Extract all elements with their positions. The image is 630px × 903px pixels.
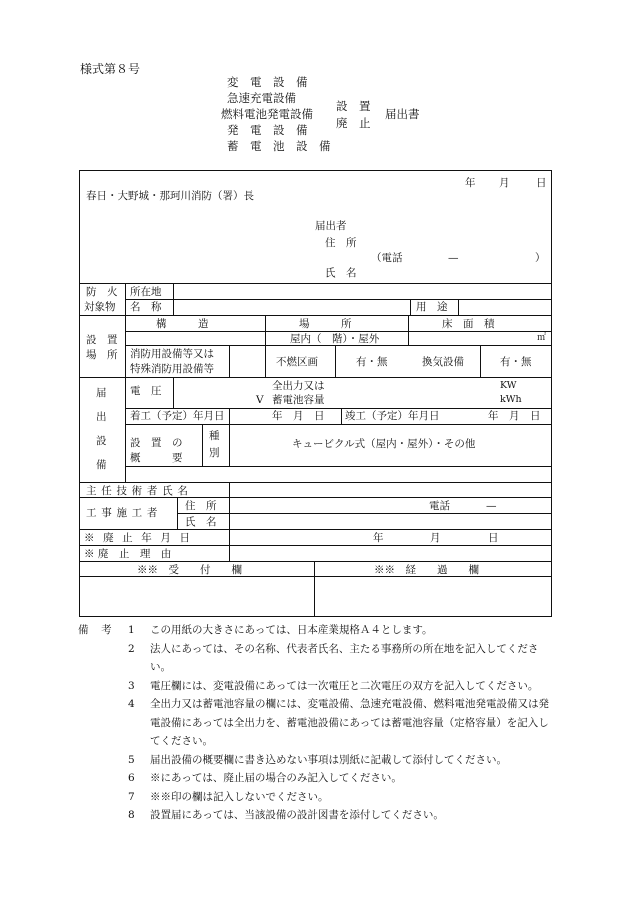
note-number: 4 (128, 698, 135, 710)
note-text: 全出力又は蓄電池容量の欄には、変電設備、急速充電設備、燃料電池発電設備又は発電設備にあっては全出力を、蓄電池設備にあっては蓄電池容量（定格容量）を記入してください。 (150, 698, 549, 747)
abolish-date-label: ※ 廃 止 年 月 日 (84, 532, 193, 544)
notifier-phone-label: （電話 (371, 252, 403, 264)
title-action-install: 設 置 (336, 99, 371, 113)
equip-start-date: 年 月 日 (272, 410, 325, 422)
abolish-month: 月 (430, 532, 441, 544)
notes-heading: 備考 (78, 624, 125, 636)
target-label-2: 対象物 (84, 301, 116, 313)
note-number: 5 (128, 753, 135, 766)
site-indoor: 屋内（ 階）・屋外 (290, 333, 380, 345)
title-item-charger: 急速充電設備 (227, 91, 296, 105)
note-text: 法人にあっては、その名称、代表者氏名、主たる事務所の所在地を記入してください。 (150, 642, 539, 673)
notifier-name-label: 氏 名 (325, 267, 357, 279)
target-label-1: 防 火 (86, 286, 118, 298)
equip-output-label-2: 蓄電池容量 (272, 394, 325, 406)
date-year: 年 (465, 177, 476, 189)
equip-overview-label-2: 概 要 (130, 452, 183, 464)
title-item-fuelcell: 燃料電池発電設備 (221, 107, 313, 121)
progress-column: ※※ 経 過 欄 (374, 564, 479, 576)
note-number: 7 (128, 790, 135, 803)
site-fireproof-label: 不燃区画 (276, 356, 318, 368)
engineer-label: 主任技術者氏名 (86, 485, 193, 497)
note-text: この用紙の大きさにあっては、日本産業規格Ａ４とします。 (150, 624, 433, 636)
equip-output-label-1: 全出力又は (272, 380, 325, 392)
site-fireproof-value: 有・無 (356, 356, 388, 368)
equip-complete-label: 竣工（予定）年月日 (345, 410, 440, 422)
site-col-floor-area: 床 面 積 (442, 318, 495, 330)
abolish-day: 日 (488, 532, 499, 544)
site-label-1: 設 置 (86, 334, 118, 346)
abolish-year: 年 (373, 532, 384, 544)
notifier-phone-dash: — (448, 252, 459, 264)
title-item-substation: 変 電 設 備 (227, 75, 308, 89)
contractor-phone-dash: — (486, 500, 497, 512)
note-number: 1 (128, 624, 135, 636)
contractor-name-label: 氏 名 (185, 516, 217, 528)
target-use-label: 用 途 (416, 301, 448, 313)
note-text: 設置届にあっては、当該設備の設計図書を添付してください。 (150, 809, 444, 821)
recipient: 春日・大野城・那珂川消防（署）長 (86, 190, 254, 202)
site-unit-m2: ㎡ (537, 333, 547, 343)
site-equip-label-1: 消防用設備等又は (130, 348, 214, 360)
site-vent-value: 有・無 (500, 356, 532, 368)
notifier-label: 届出者 (315, 220, 347, 232)
notes-section (78, 621, 558, 825)
equip-kind-label-1: 種 (209, 430, 220, 442)
reception-column: ※※ 受 付 欄 (137, 564, 242, 576)
contractor-phone-label: 電話 (429, 500, 450, 512)
equip-kind-value: キュービクル式（屋内・屋外）・その他 (292, 438, 476, 450)
equip-label-char-3: 設 (96, 435, 107, 447)
note-text: ※※印の欄は記入しないでください。 (150, 790, 329, 803)
date-day: 日 (536, 177, 547, 189)
equip-kind-label-2: 別 (209, 447, 220, 459)
site-col-structure: 構 造 (156, 318, 209, 330)
contractor-address-label: 住 所 (185, 500, 217, 512)
equip-label-char-2: 出 (96, 411, 107, 423)
equip-overview-label-1: 設 置 の (130, 437, 183, 449)
note-number: 2 (128, 642, 135, 655)
equip-unit-kwh: kWh (500, 394, 522, 405)
note-number: 6 (128, 772, 135, 784)
note-number: 3 (128, 679, 135, 692)
equip-label-char-1: 届 (96, 387, 107, 399)
contractor-label: 工事施工者 (86, 507, 163, 519)
form-number: 様式第８号 (80, 62, 141, 76)
equip-unit-v: V (256, 394, 264, 406)
target-name-label: 名 称 (130, 301, 162, 313)
equip-complete-date: 年 月 日 (488, 410, 541, 422)
notifier-address-label: 住 所 (325, 237, 357, 249)
title-item-generator: 発 電 設 備 (227, 123, 308, 137)
date-month: 月 (499, 177, 510, 189)
note-number: 8 (128, 809, 135, 821)
site-col-place: 場 所 (299, 318, 352, 330)
title-item-battery: 蓄 電 池 設 備 (227, 139, 331, 153)
equip-start-label: 着工（予定）年月日 (130, 410, 225, 422)
title-action-abolish: 廃 止 (336, 116, 371, 130)
note-text: ※にあっては、廃止届の場合のみ記入してください。 (150, 772, 402, 784)
note-text: 電圧欄には、変電設備にあっては一次電圧と二次電圧の双方を記入してください。 (150, 679, 539, 692)
equip-label-char-4: 備 (96, 459, 107, 471)
note-text: 届出設備の概要欄に書き込めない事項は別紙に記載して添付してください。 (150, 753, 507, 766)
title-suffix: 届出書 (385, 107, 420, 121)
notifier-phone-close: ） (535, 252, 546, 264)
equip-voltage-label: 電 圧 (130, 385, 162, 397)
equip-unit-kw: KW (500, 380, 517, 391)
site-label-2: 場 所 (86, 349, 118, 361)
abolish-reason-label: ※ 廃 止 理 由 (84, 548, 172, 560)
target-location-label: 所在地 (130, 286, 162, 298)
site-vent-label: 換気設備 (422, 356, 464, 368)
site-equip-label-2: 特殊消防用設備等 (130, 363, 214, 375)
